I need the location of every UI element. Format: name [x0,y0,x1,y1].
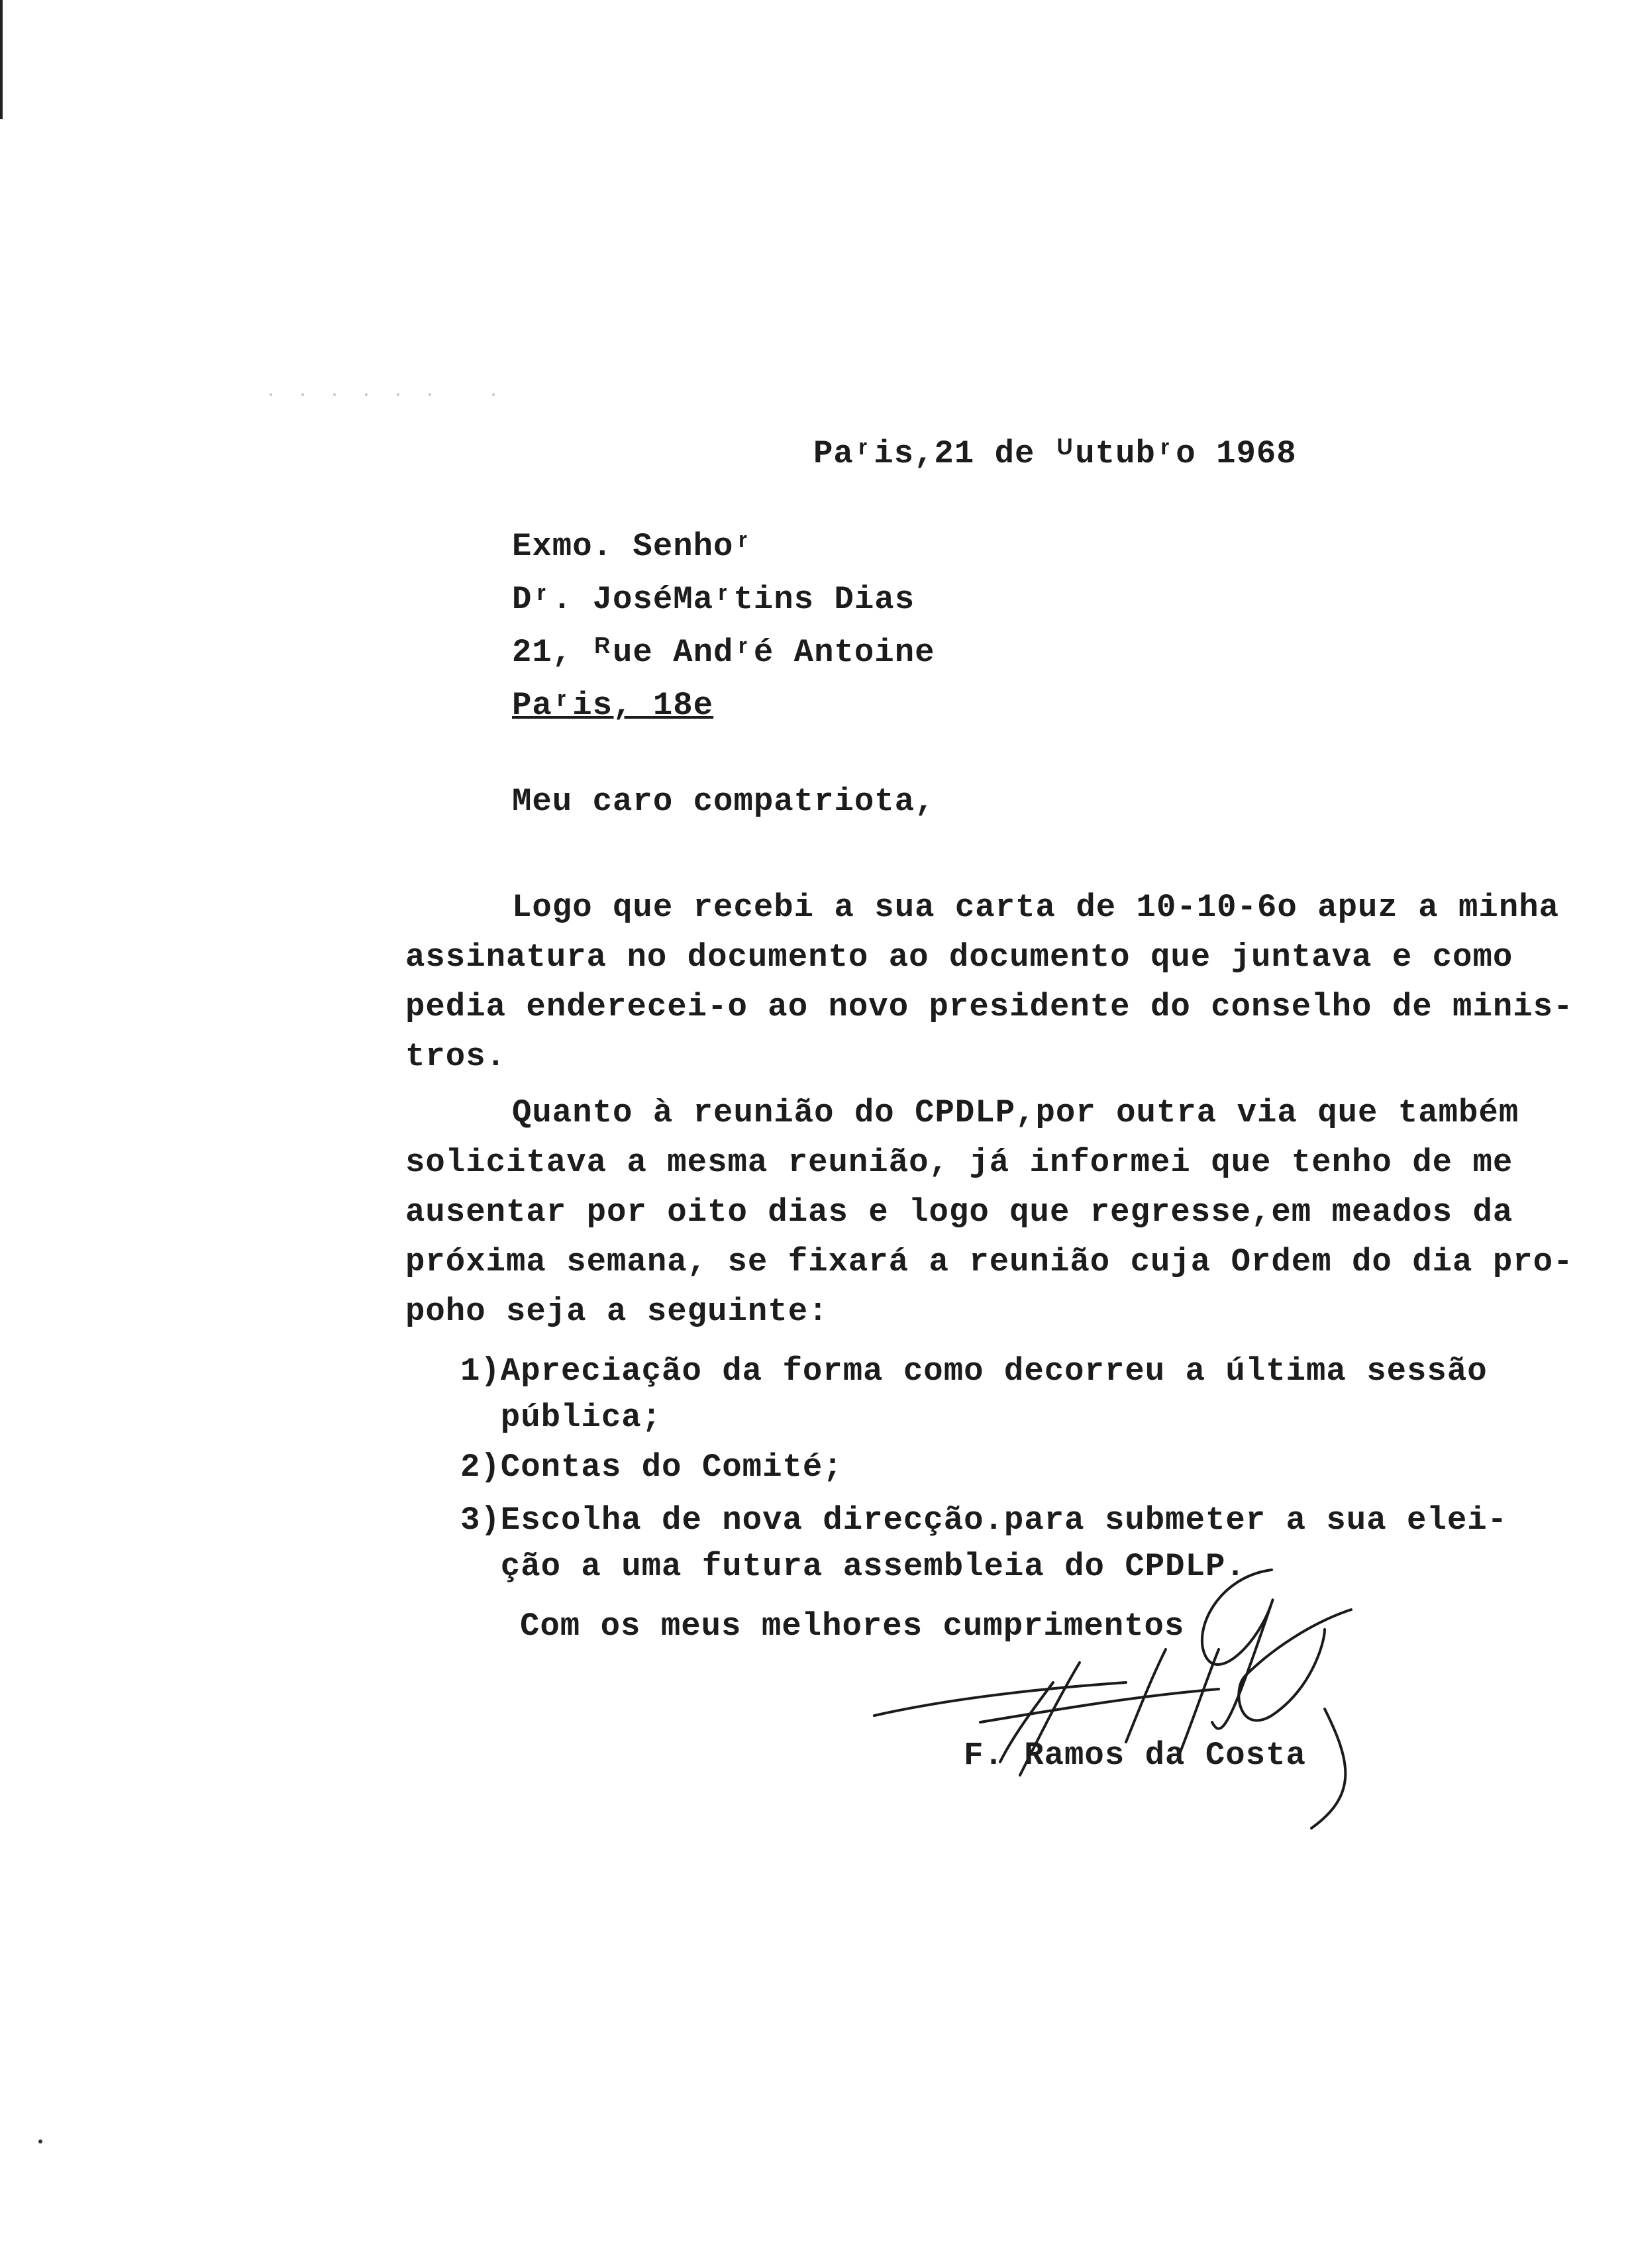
body-line: assinatura no documento ao documento que juntava e como [405,939,1513,976]
letter-closing: Com os meus melhores cumprimentos [520,1608,1185,1645]
body-line: Logo que recebi a sua carta de 10-10-6o apuz a minha [512,889,1560,926]
body-line: solicitava a mesma reunião, já informei que tenho de me [405,1144,1513,1181]
recipient-name: Dʳ. JoséMaʳtins Dias [512,581,915,618]
agenda-item: pública; [460,1399,662,1436]
agenda-item: ção a uma futura assembleia do CPDLP. [460,1548,1246,1585]
body-line: tros. [405,1038,507,1075]
letter-date: Paʳis,21 de ᵁutubʳo 1968 [813,435,1297,472]
agenda-item: 1)Apreciação da forma como decorreu a última sessão [460,1353,1488,1390]
body-line: poho seja a seguinte: [405,1293,829,1330]
signatory-name: F. Ramos da Costa [964,1737,1306,1774]
agenda-item: 3)Escolha de nova direcção.para submeter a sua elei- [460,1502,1508,1539]
letter-greeting: Meu caro compatriota, [512,783,935,820]
body-line: próxima semana, se fixará a reunião cuja Ordem do dia pro- [405,1243,1574,1280]
agenda-item: 2)Contas do Comité; [460,1449,843,1486]
recipient-city: Paʳis, 18e [512,687,714,724]
body-line: Quanto à reunião do CPDLP,por outra via que também [512,1094,1519,1131]
recipient-street: 21, ᴿue Andʳé Antoine [512,634,935,671]
recipient-title: Exmo. Senhoʳ [512,528,754,565]
body-line: pedia enderecei-o ao novo presidente do conselho de minis- [405,988,1574,1025]
scan-speck [38,2139,42,2143]
faint-header-marks: · · · · · · · [265,384,504,407]
body-line: ausentar por oito dias e logo que regresse,em meados da [405,1194,1513,1231]
scan-edge [0,0,3,119]
handwritten-signature [848,1563,1444,1841]
